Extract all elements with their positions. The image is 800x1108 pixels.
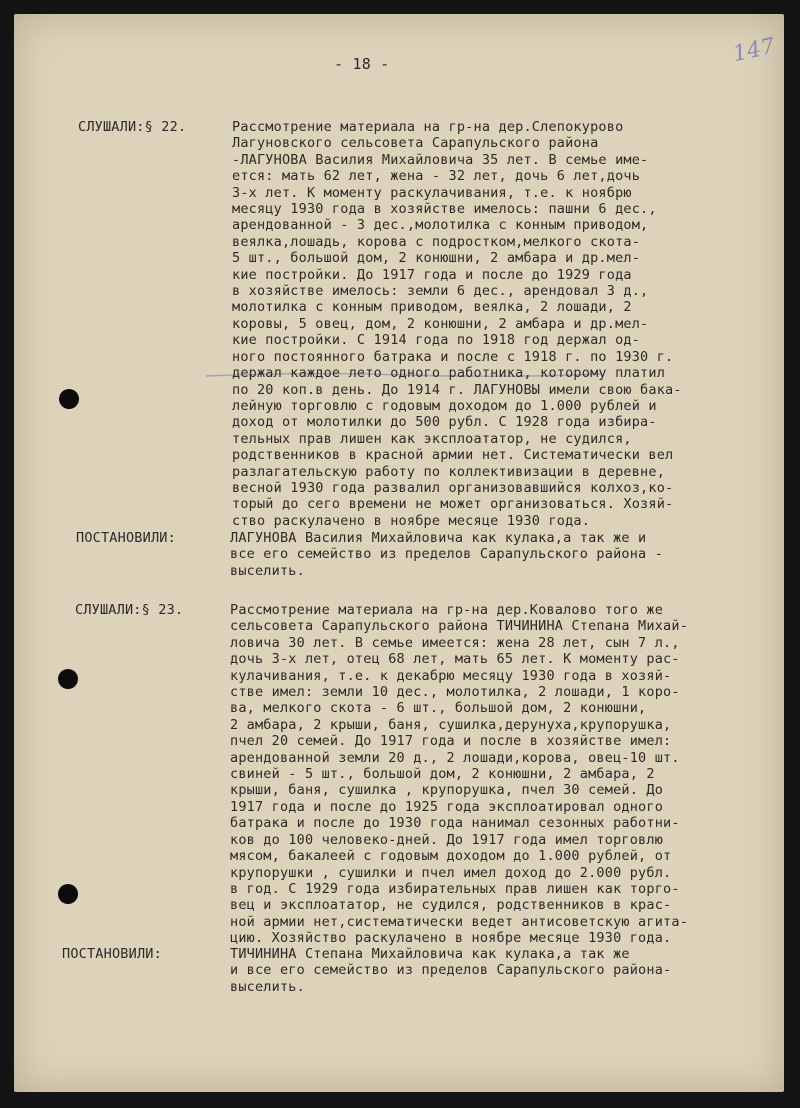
page-number: - 18 - bbox=[334, 55, 390, 73]
resolved-text: ТИЧИНИНА Степана Михайловича как кулака,а так же и все его семейство из пределов Сарапульского района- выселить. bbox=[230, 946, 672, 995]
resolved-text: ЛАГУНОВА Василия Михайловича как кулака,а так же и все его семейство из пределов Сарапульского района - выселить. bbox=[230, 530, 664, 579]
heard-text: Рассмотрение материала на гр-на дер.Слепокурово Лагуновского сельсовета Сарапульского района -ЛАГУНОВА Василия Михайловича 35 лет. В семье име- ется: мать 62 лет, жена - 32 лет, дочь 6 лет,дочь 3-х лет. К моменту раскулачивания, т.е. к ноябрю месяцу 1930 года в хозяйстве имелось: пашни 6 дес., арендованной - 3 дес.,молотилка с конным приводом, веялка,лошадь, корова с подростком,мелкого скота- 5 шт., большой дом, 2 конюшни, 2 амбара и др.мел- кие постройки. До 1917 года и после до 1929 года в хозяйстве имелось: земли 6 дес., арендовал 3 д., молотилка с конным приводом, веялка, 2 лошади, 2 коровы, 5 овец, дом, 2 конюшни, 2 амбара и др.мел- кие постройки. С 1914 года по 1918 год держал од- ного постоянного батрака и после с 1918 г. по 1930 г. держал каждое лето одного работника, которому платил по 20 коп.в день. До 1914 г. ЛАГУНОВЫ имели свою бака- лейную торговлю с годовым доходом до 1.000 рублей и доход от молотилки до 500 рубл. С 1928 года избира- тельных прав лишен как эксплоататор, не судился, родственников в красной армии нет. Систематически вел разлагательскую работу по коллективизации в деревне, весной 1930 года развалил организовавшийся колхоз,ко- торый до сего времени не может организоваться. Хозяй- ство раскулачено в ноябре месяце 1930 года. bbox=[232, 119, 682, 529]
resolved-label: ПОСТАНОВИЛИ: bbox=[76, 530, 176, 546]
punch-hole bbox=[59, 389, 79, 409]
punch-hole bbox=[58, 884, 78, 904]
punch-hole bbox=[58, 669, 78, 689]
heard-label: СЛУШАЛИ:§ 22. bbox=[78, 119, 187, 135]
heard-text: Рассмотрение материала на гр-на дер.Ковалово того же сельсовета Сарапульского района ТИЧИНИНА Степана Михай- ловича 30 лет. В семье имеется: жена 28 лет, сын 7 л., дочь 3-х лет, отец 68 лет, мать 65 лет. К моменту рас- кулачивания, т.е. к декабрю месяцу 1930 года в хозяй- стве имел: земли 10 дес., молотилка, 2 лошади, 1 коро- ва, мелкого скота - 6 шт., большой дом, 2 конюшни, 2 амбара, 2 крыши, баня, сушилка,дерунуха,крупорушка, пчел 20 семей. До 1917 года и после в хозяйстве имел: арендованной земли 20 д., 2 лошади,корова, овец-10 шт. свиней - 5 шт., большой дом, 2 конюшни, 2 амбара, 2 крыши, баня, сушилка , крупорушка, пчел 30 семей. До 1917 года и после до 1925 года эксплоатировал одного батрака и после до 1930 года нанимал сезонных работни- ков до 100 человеко-дней. До 1917 года имел торговлю мясом, бакалеей с годовым доходом до 1.000 рублей, от крупорушки , сушилки и пчел имел доход до 2.000 рубл. в год. С 1929 года избирательных прав лишен как торго- вец и эксплоататор, не судился, родственников в крас- ной армии нет,систематически ведет антисоветскую агита- цию. Хозяйство раскулачено в ноябре месяце 1930 года. bbox=[230, 602, 689, 947]
handwritten-archive-number: 147 bbox=[730, 33, 778, 68]
resolved-label: ПОСТАНОВИЛИ: bbox=[62, 946, 162, 962]
heard-label: СЛУШАЛИ:§ 23. bbox=[75, 602, 184, 618]
